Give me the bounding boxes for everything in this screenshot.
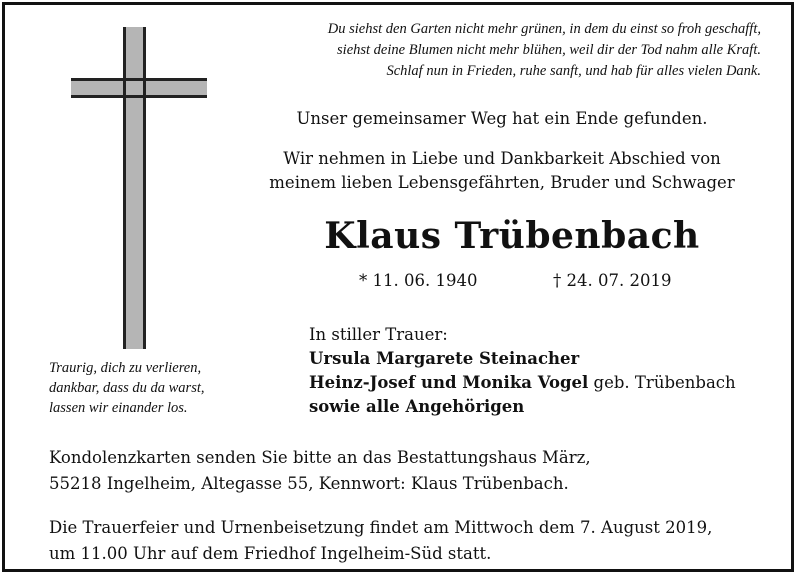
condolence-line: 55218 Ingelheim, Altegasse 55, Kennwort: Klaus Trübenbach.	[49, 474, 569, 493]
poem-left-line: Traurig, dich zu verlieren,	[49, 360, 202, 376]
mourner-name: Heinz-Josef und Monika Vogel	[309, 373, 589, 392]
poem-top-line: Schlaf nun in Frieden, ruhe sanft, und hab für alles vielen Dank.	[386, 63, 761, 79]
cross-icon	[67, 23, 217, 353]
deceased-name: Klaus Trübenbach	[324, 215, 700, 257]
death-date: † 24. 07. 2019	[553, 271, 672, 290]
poem-left-line: lassen wir einander los.	[49, 400, 188, 416]
poem-top-line: siehst deine Blumen nicht mehr blühen, weil dir der Tod nahm alle Kraft.	[337, 42, 761, 58]
poem-top	[328, 19, 761, 82]
birth-date: * 11. 06. 1940	[359, 271, 478, 290]
obituary-notice	[2, 2, 794, 572]
poem-top-line: Du siehst den Garten nicht mehr grünen, in dem du einst so froh geschafft,	[327, 21, 761, 37]
mourner-line	[309, 371, 736, 395]
condolence-line: Kondolenzkarten senden Sie bitte an das Bestattungshaus März,	[49, 448, 591, 467]
ceremony-line: um 11.00 Uhr auf dem Friedhof Ingelheim-Süd statt.	[49, 544, 492, 563]
farewell-line: Wir nehmen in Liebe und Dankbarkeit Abschied von	[283, 149, 721, 168]
mourner-relatives: sowie alle Angehörigen	[309, 397, 525, 416]
poem-left-line: dankbar, dass du da warst,	[49, 380, 205, 396]
poem-left	[49, 358, 205, 418]
mourner-name: Ursula Margarete Steinacher	[309, 349, 580, 368]
mourners-block	[309, 323, 736, 419]
mourner-maiden-name: geb. Trübenbach	[588, 373, 736, 392]
condolence-info	[49, 445, 591, 497]
mourners-heading: In stiller Trauer:	[309, 325, 448, 344]
intro-text: Unser gemeinsamer Weg hat ein Ende gefunden.	[296, 109, 708, 128]
farewell-line: meinem lieben Lebensgefährten, Bruder und Schwager	[269, 173, 735, 192]
ceremony-info	[49, 515, 712, 567]
ceremony-line: Die Trauerfeier und Urnenbeisetzung findet am Mittwoch dem 7. August 2019,	[49, 518, 713, 537]
farewell-text	[267, 147, 737, 195]
